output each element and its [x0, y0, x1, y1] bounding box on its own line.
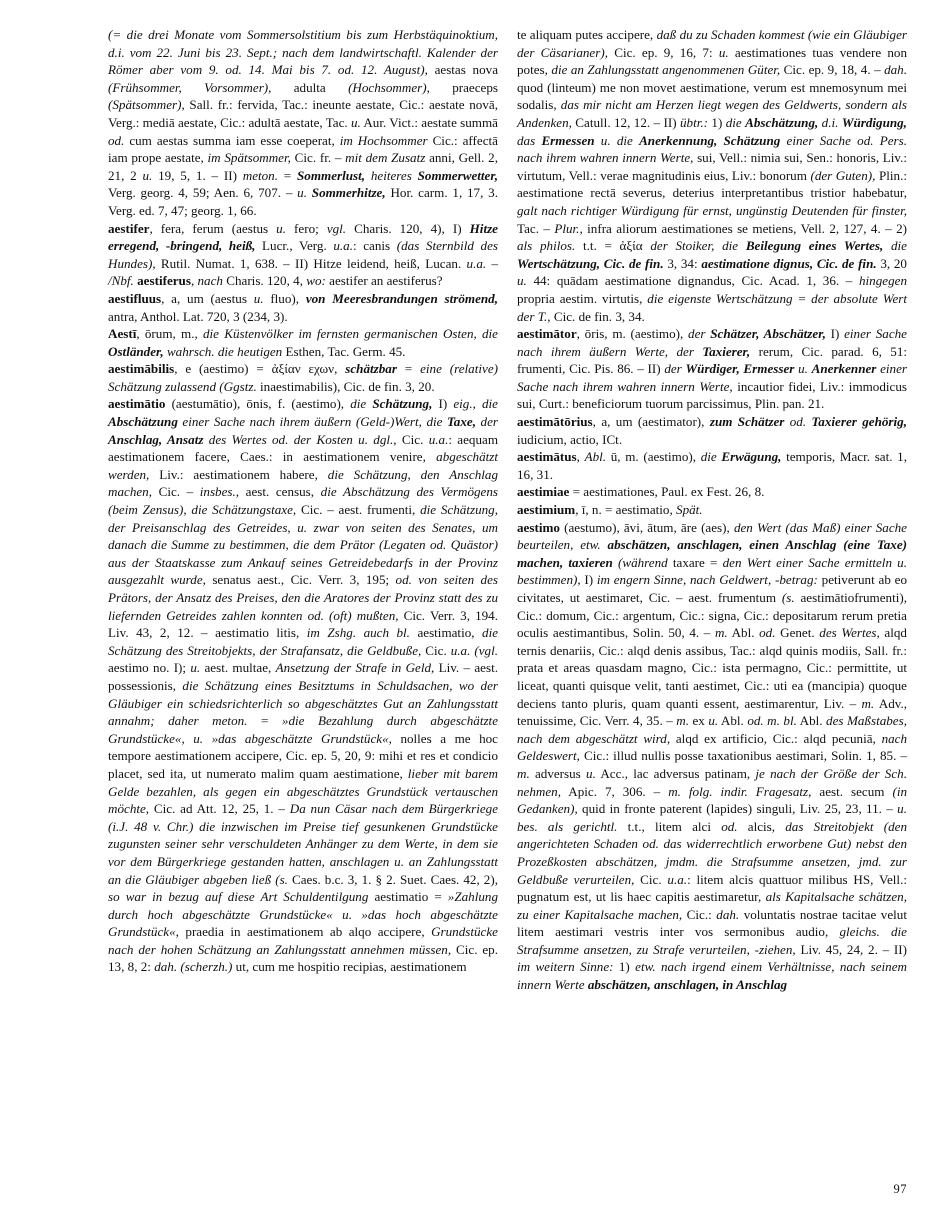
entry-aesti: Aestī, ōrum, m., die Küstenvölker im fernsten germanischen Osten, die Ostländer, wahrsch. die heutigen Esthen, Tac. Germ. 45. — [108, 326, 498, 359]
entry-aestimiae: aestimiae = aestimationes, Paul. ex Fest. 26, 8. — [517, 484, 765, 500]
entry-aestimatio-continued: te aliquam putes accipere, daß du zu Schaden kommest (wie ein Gläubiger der Cäsarianer), Cic. ep. 9, 16, 7: u. aestimationes tuas vendere non potes, die an Zahlungsstatt angenommenen Güter, Cic. ep. 9, 18, 4. – dah. quod (linteum) me non movet aestimatione, verum est mnemosynum mei sodalis, das mir nicht am Herzen liegt wegen des Geldwerts, sondern als Andenken, Catull. 12, 12. – II) übtr.: 1) die Abschätzung, d.i. Würdigung, das Ermessen u. die Anerkennung, Schätzung einer Sache od. Pers. nach ihrem wahren innern Werte, sui, Vell.: nimia sui, Sen.: honoris, Liv.: virtutum, Vell.: verae magnitudinis eius, Liv.: bonorum (der Guten), Plin.: aestimatione rectā severus, deterius interpretantibus tristior habebatur, galt nach richtiger Würdigung für ernst, ungünstig Deutenden für finster, Tac. – Plur., infra aliorum aestimationes se metiens, Vell. 2, 127, 4. – 2) als philos. t.t. = ἀξία der Stoiker, die Beilegung eines Wertes, die Wertschätzung, Cic. de fin. 3, 34: aestimatione dignus, Cic. de fin. 3, 20 u. 44: quādam aestimatione dignandus, Cic. Acad. 1, 36. – hingegen propria aestim. virtutis, die eigenste Wertschätzung = der absolute Wert der T., Cic. de fin. 3, 34. — [517, 27, 908, 324]
page-number: 97 — [893, 1182, 907, 1196]
dictionary-page — [108, 26, 908, 1176]
entry-aestifer: aestifer, fera, ferum (aestus u. fero; vgl. Charis. 120, 4), I) Hitze erregend, -bringend, heiß, Lucr., Verg. u.a.: canis (das Sternbild des Hundes), Rutil. Numat. 1, 638. – II) Hitze leidend, heiß, Lucan. u.a. – /Nbf. aestiferus, nach Charis. 120, 4, wo: aestifer an aestiferus? — [108, 220, 498, 289]
entry-aestimatorius: aestimātōrius, a, um (aestimator), zum Schätzer od. Taxierer gehörig, iudicium, actio, ICt. — [517, 414, 907, 447]
entry-aestimatio: aestimātio (aestumātio), ōnis, f. (aestimo), die Schätzung, I) eig., die Abschätzung einer Sache nach ihrem äußern (Geld-)Wert, die Taxe, der Anschlag, Ansatz des Wertes od. der Kosten u. dgl., Cic. u.a.: aequam aestimationem facere, Caes.: in aestimationem venire, abgeschätzt werden, Liv.: aestimationem habere, die Schätzung, den Anschlag machen, Cic. – insbes., aest. census, die Abschätzung des Vermögens (beim Zensus), die Schätzungstaxe, Cic. – aest. frumenti, die Schätzung, der Preisanschlag des Getreides, u. zwar von seiten des Senates, um danach die Summe zu bestimmen, die dem Prätor (Legaten od. Quästor) aus der Staatskasse zum Ankauf seines Getreidebedarfs in der Provinz ausgezahlt wurde, senatus aest., Cic. Verr. 3, 195; od. von seiten des Prätors, der Ansatz des Preises, den die Aratores der Provinz statt des zu liefernden Getreides zahlen konnten od. (oft) mußten, Cic. Verr. 3, 194. Liv. 43, 2, 12. – aestimatio litis, im Zshg. auch bl. aestimatio, die Schätzung des Streitobjekts, der Strafansatz, die Geldbuße, Cic. u.a. (vgl. aestimo no. I); u. aest. multae, Ansetzung der Strafe in Geld, Liv. – aest. possessionis, die Schätzung eines Besitztums in Schuldsachen, wo der Gläubiger ein schiedsrichterlich so abgeschätztes Gut an Zahlungsstatt annahm; daher meton. = »die Bezahlung durch abgeschätzte Grundstücke«, u. »das abgeschätzte Grundstück«, nolles a me hoc tempore aestimationem accipere, Cic. ep. 5, 20, 9: mihi et res et condicio placet, sed ita, ut numerato malim quam aestimatione, lieber mit barem Gelde bezahlen, als gegen ein abgeschätztes Grundstück vertauschen möchte, Cic. ad Att. 12, 25, 1. – Da nun Cäsar nach dem Bürgerkriege (i.J. 48 v. Chr.) die inzwischen im Preise tief gesunkenen Grundstücke zugunsten seiner sehr verschuldeten Anhänger zu dem Werte, in dem sie vor dem Bürgerkriege gestanden hatten, anschlagen u. an Zahlungsstatt an die Gläubiger abgeben ließ (s. Caes. b.c. 3, 1. § 2. Suet. Caes. 42, 2), so war in bezug auf diese Art Schuldentilgung aestimatio = »Zahlung durch hoch abgeschätzte Grundstücke« u. »das hoch abgeschätzte Grundstück«, praedia in aestimationem ab alqo accipere, Grundstücke nach der hohen Schätzung an Zahlungsstatt annehmen müssen, Cic. ep. 13, 8, 2: dah. (scherzh.) ut, cum me hospitio recipias, aestimationem — [108, 396, 499, 975]
entry-aestimium: aestimium, ī, n. = aestimatio, Spät. — [517, 502, 703, 518]
entry-aestimabilis: aestimābilis, e (aestimo) = ἀξίαν εχων, schätzbar = eine (relative) Schätzung zulassend (Ggstz. inaestimabilis), Cic. de fin. 3, 20. — [108, 361, 498, 394]
entry-text: (= die drei Monate vom Sommersolstitium bis zum Herbstäquinoktium, d.i. vom 22. Juni bis 23. Sept.; nach dem landwirtschaftl. Kalender der Römer aber vom 9. od. 14. Mai bis 7. od. 12. August), — [108, 27, 498, 78]
entry-aestifluus: aestifluus, a, um (aestus u. fluo), von Meeresbrandungen strömend, antra, Anthol. Lat. 720, 3 (234, 3). — [108, 290, 498, 324]
left-column — [108, 26, 498, 976]
entry-aestas-continued: (= die drei Monate vom Sommersolstitium bis zum Herbstäquinoktium, d.i. vom 22. Juni bis 23. Sept.; nach dem landwirtschaftl. Kalender der Römer aber vom 9. od. 14. Mai bis 7. od. 12. August), aestas nova (Frühsommer, Vorsommer), adulta (Hochsommer), praeceps (Spätsommer), Sall. fr.: fervida, Tac.: ineunte aestate, Cic.: aestate novā, Verg.: mediā aestate, Cic.: adultā aestate, Tac. u. Aur. Vict.: aestate summā od. cum aestas summa iam esse coeperat, im Hochsommer Cic.: affectā iam prope aestate, im Spätsommer, Cic. fr. – mit dem Zusatz anni, Gell. 2, 21, 2 u. 19, 5, 1. – II) meton. = Sommerlust, heiteres Sommerwetter, Verg. georg. 4, 59; Aen. 6, 707. – u. Sommerhitze, Hor. carm. 1, 17, 3. Verg. ed. 7, 47; georg. 1, 66. — [108, 27, 499, 218]
entry-aestimo: aestimo (aestumo), āvi, ātum, āre (aes), den Wert (das Maß) einer Sache beurteilen, etw. abschätzen, anschlagen, einen Anschlag (eine Taxe) machen, taxieren (während taxare = den Wert einer Sache ermitteln u. bestimmen), I) im engern Sinne, nach Geldwert, -betrag: petiverunt ab eo civitates, ut aestimaret, Cic. – aest. frumentum (s. aestimātiofrumenti), Cic.: domum, Cic.: argentum, Cic.: signa, Cic.: depositarum rerum pretia oculis aestimantibus, Solin. 50, 4. – m. Abl. od. Genet. des Wertes, alqd ternis denariis, Cic.: alqd denis assibus, Tac.: alqd quinis modiis, Sall. fr.: prata et areas quasdam magno, Cic.: ista permagno, Cic.: permittite, ut liceat, quanti quisque velit, tanti aestimet, Cic.: uti ea (mancipia) quoque deciens tanto pluris, quam quanti essent, aestimarentur, Liv. – m. Adv., tenuissime, Cic. Verr. 4, 35. – m. ex u. Abl. od. m. bl. Abl. des Maßstabes, nach dem abgeschätzt wird, alqd ex artificio, Cic.: alqd pecuniā, nach Geldeswert, Cic.: illud nullis posse taxationibus aestimari, Solin. 1, 85. – m. adversus u. Acc., lac adversus patinam, je nach der Größe der Sch. nehmen, Apic. 7, 306. – m. folg. indir. Fragesatz, aest. secum (in Gedanken), quid in fronte paterent (lapides) singuli, Liv. 25, 23, 11. – u. bes. als gerichtl. t.t., litem alci od. alcis, das Streitobjekt (den angerichteten Schaden od. das widerrechtlich erworbene Gut) nebst den Prozeßkosten abschätzen, jmdm. die Strafsumme ansetzen, jmd. zur Geldbuße verurteilen, Cic. u.a.: litem alcis quattuor milibus HS, Vell.: pugnatum est, ut lis haec capitis aestimaretur, als Kapitalsache schätzen, zu einer Kapitalsache machen, Cic.: dah. voluntatis nostrae tacitae velut litem aestimari vestris inter vos sermonibus audio, gleichs. die Strafsumme ansetzen, zu Strafe verurteilen, -ziehen, Liv. 45, 24, 2. – II) im weitern Sinne: 1) etw. nach irgend einem Verhältnisse, nach seinem innern Werte abschätzen, anschlagen, in Anschlag — [517, 519, 908, 993]
entry-aestimatus: aestimātus, Abl. ū, m. (aestimo), die Erwägung, temporis, Macr. sat. 1, 16, 31. — [517, 449, 907, 482]
entry-aestimator: aestimātor, ōris, m. (aestimo), der Schätzer, Abschätzer, I) einer Sache nach ihrem äußern Werte, der Taxierer, rerum, Cic. parad. 6, 51: frumenti, Cic. Pis. 86. – II) der Würdiger, Ermesser u. Anerkenner einer Sache nach ihrem wahren innern Werte, incautior fidei, Liv.: immodicus sui, Curt.: beneficiorum tuorum parcissimus, Plin. pan. 21. — [517, 326, 908, 412]
right-column — [517, 26, 907, 994]
